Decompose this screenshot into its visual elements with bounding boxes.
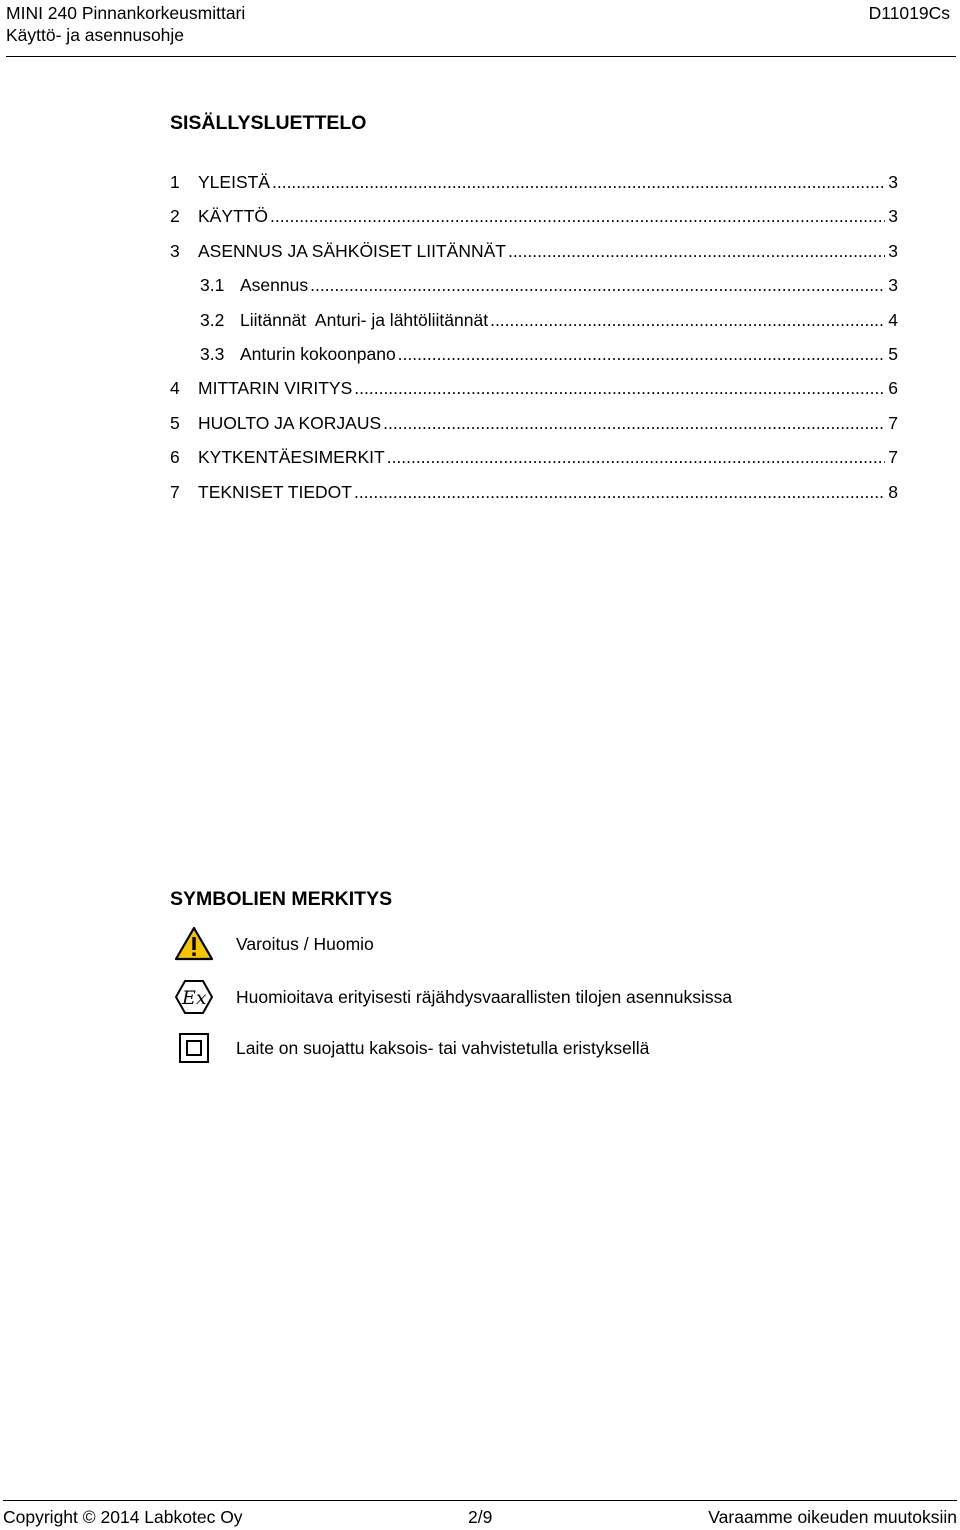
toc-entry-number: 3.1 xyxy=(200,275,225,296)
toc-leader-dots xyxy=(383,409,885,437)
toc-entry-number: 6 xyxy=(170,447,180,468)
toc-leader-dots xyxy=(398,340,886,368)
symbol-row-ex xyxy=(160,977,732,1017)
toc-entry-title: ASENNUS JA SÄHKÖISET LIITÄNNÄT xyxy=(198,240,506,261)
toc-entry[interactable] xyxy=(170,202,898,236)
toc-entry-title: YLEISTÄ xyxy=(198,172,270,192)
toc-entry-number: 2 xyxy=(170,206,180,227)
toc-entry-page: 5 xyxy=(888,343,898,364)
toc-leader-dots xyxy=(310,271,885,299)
toc-leader-dots xyxy=(508,237,885,265)
toc-entry-title: HUOLTO JA KORJAUS xyxy=(198,412,382,433)
toc-entry-number: 3.3 xyxy=(200,343,225,364)
toc-entry-page: 7 xyxy=(888,412,898,433)
toc-leader-dots xyxy=(490,306,885,334)
toc-entry-title: MITTARIN VIRITYS xyxy=(198,378,353,399)
header-doc-code: D11019Cs xyxy=(868,3,950,23)
toc-entry-number: 7 xyxy=(170,481,180,502)
toc-entry[interactable] xyxy=(170,409,898,443)
toc-entry-number: 3.2 xyxy=(200,309,225,330)
toc-entry-number: 1 xyxy=(170,172,180,192)
toc-entry[interactable] xyxy=(170,478,898,512)
toc-entry[interactable] xyxy=(170,271,898,305)
symbol-row-warning xyxy=(160,924,374,964)
toc-entry[interactable] xyxy=(170,168,898,202)
toc-entry-page: 3 xyxy=(888,275,898,296)
table-of-contents xyxy=(170,168,898,512)
symbol-ex-text: Huomioitava erityisesti räjähdysvaarallisten tilojen asennuksissa xyxy=(236,986,733,1007)
toc-entry[interactable] xyxy=(170,374,898,408)
header-product-name: MINI 240 Pinnankorkeusmittari xyxy=(6,3,246,23)
toc-entry-page: 3 xyxy=(888,172,898,192)
toc-leader-dots xyxy=(387,443,886,471)
toc-entry-title: Anturin kokoonpano xyxy=(240,343,396,364)
toc-entry[interactable] xyxy=(170,443,898,477)
toc-leader-dots xyxy=(272,168,885,196)
toc-leader-dots xyxy=(270,202,885,230)
toc-leader-dots xyxy=(354,374,885,402)
footer-rights: Varaamme oikeuden muutoksiin xyxy=(708,1507,957,1527)
toc-entry[interactable] xyxy=(170,237,898,271)
toc-entry-page: 3 xyxy=(888,240,898,261)
symbol-warning-text: Varoitus / Huomio xyxy=(236,933,374,954)
ex-hexagon-icon xyxy=(160,977,228,1017)
symbol-row-double-insulation xyxy=(160,1028,649,1068)
toc-entry-page: 6 xyxy=(888,378,898,399)
toc-entry-page: 4 xyxy=(888,309,898,330)
toc-entry-number: 3 xyxy=(170,240,180,261)
toc-entry-title: KYTKENTÄESIMERKIT xyxy=(198,447,385,468)
toc-entry-title: KÄYTTÖ xyxy=(198,206,269,227)
footer-copyright: Copyright © 2014 Labkotec Oy xyxy=(3,1507,243,1527)
page-header xyxy=(6,0,956,57)
toc-entry[interactable] xyxy=(170,306,898,340)
page-footer xyxy=(3,1500,957,1530)
toc-entry-title: Liitännät Anturi- ja lähtöliitännät xyxy=(240,309,489,330)
header-document-type: Käyttö- ja asennusohje xyxy=(6,25,185,45)
symbols-title: SYMBOLIEN MERKITYS xyxy=(170,888,393,910)
warning-triangle-icon xyxy=(160,924,228,964)
toc-entry-title: Asennus xyxy=(240,275,309,296)
toc-title: SISÄLLYSLUETTELO xyxy=(170,112,367,134)
toc-entry-title: TEKNISET TIEDOT xyxy=(198,481,352,502)
toc-entry-number: 4 xyxy=(170,378,180,399)
symbol-double-insulation-text: Laite on suojattu kaksois- tai vahvistetulla eristyksellä xyxy=(236,1037,650,1058)
toc-entry-page: 3 xyxy=(888,206,898,227)
toc-entry-number: 5 xyxy=(170,412,180,433)
header-title-block xyxy=(6,2,245,46)
footer-page-number: 2/9 xyxy=(468,1507,493,1527)
toc-entry-page: 8 xyxy=(888,481,898,502)
svg-text:Ex: Ex xyxy=(182,987,207,1009)
toc-entry-page: 7 xyxy=(888,447,898,468)
toc-leader-dots xyxy=(354,478,885,506)
toc-entry[interactable] xyxy=(170,340,898,374)
double-insulation-icon xyxy=(160,1028,228,1068)
